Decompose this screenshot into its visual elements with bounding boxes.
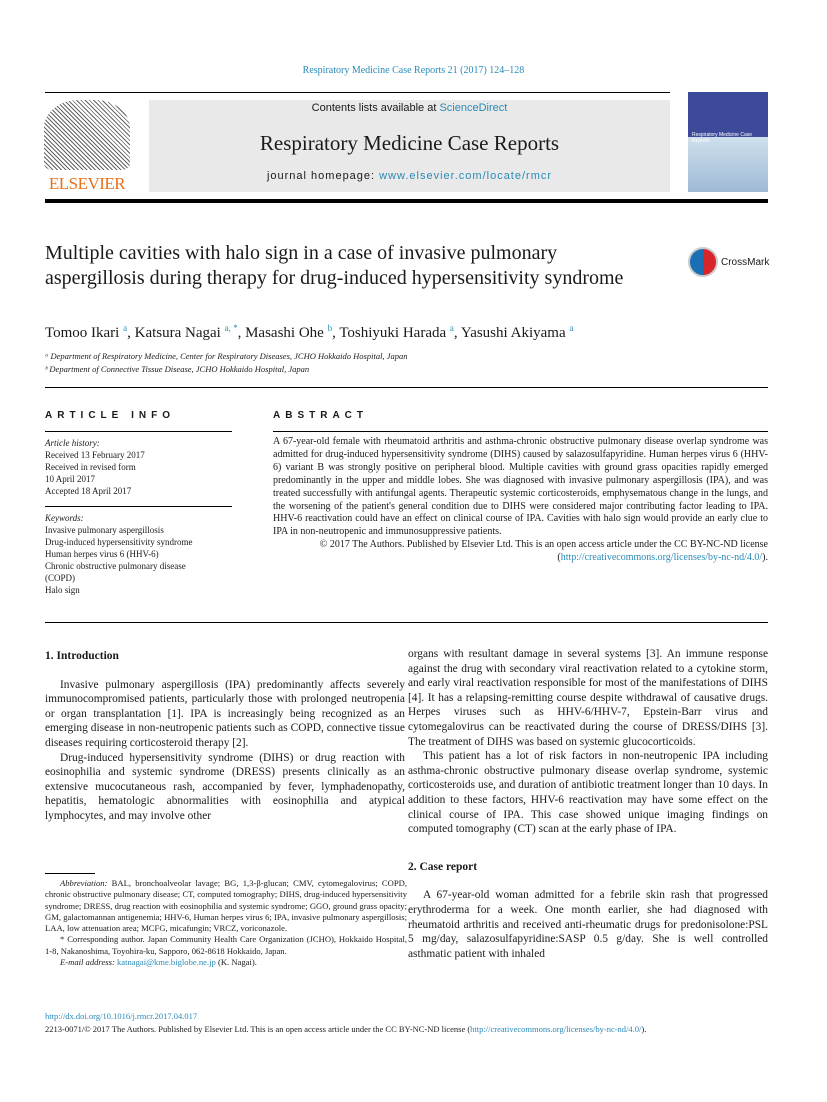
doi-url[interactable]: http://dx.doi.org/10.1016/j.rmcr.2017.04.017 <box>45 1011 198 1021</box>
tree-icon <box>44 100 130 170</box>
cover-title: Respiratory Medicine Case Reports <box>692 132 753 144</box>
copyright <box>273 539 768 565</box>
paragraph: A 67-year-old woman admitted for a febrile skin rash that progressed erythroderma for a week. One month earlier, she had diagnosed with rheumatoid arthritis and received anti-rheumatic drugs for predonisolone:PSL 5 mg/day, salazosulfapyridine:SASP 0.5 g/day. She is well controlled asthmatic patient with inhaled <box>408 889 768 960</box>
keywords <box>45 512 232 596</box>
homepage-link[interactable]: www.elsevier.com/locate/rmcr <box>379 170 553 182</box>
journal-cover-image <box>688 92 768 192</box>
section-heading: 1. Introduction <box>45 650 119 662</box>
homepage-label: journal homepage: <box>266 170 380 182</box>
author: Tomoo Ikari <box>45 325 120 341</box>
history-item: Accepted 18 April 2017 <box>45 486 132 496</box>
divider <box>45 92 670 93</box>
abstract-heading: ABSTRACT <box>273 410 368 421</box>
license-end: ). <box>641 1024 647 1034</box>
author: Masashi Ohe <box>245 325 324 341</box>
footnote-divider <box>45 873 95 874</box>
keyword: Human herpes virus 6 (HHV-6) <box>45 549 159 559</box>
abbrev-label: Abbreviation: <box>60 878 108 888</box>
affiliation-marker[interactable]: a, * <box>224 323 238 333</box>
abbrev-text: BAL, bronchoalveolar lavage; BG, 1,3-β-glucan; CMV, cytomegalovirus; COPD, chronic obstructive pulmonary disease; CT, computed tomography; DIHS, drug-induced hypersensitivity syndrome; DRESS, drug reaction with eosinophilia and systemic syndrome; GGO, ground grass opacity; GM, galactomannan antigenemia; HHV-6, Human herpes virus 6; IPA, invasive pulmonary aspergillosis; LAA, low attenuation area; MCFG, micafungin; VRCZ, voriconazole. <box>45 878 407 934</box>
email-link[interactable]: katnagai@kme.biglobe.ne.jp <box>116 957 216 968</box>
crossmark-label: CrossMark <box>721 256 770 268</box>
license-line <box>45 1024 646 1034</box>
left-column <box>45 649 405 824</box>
author: Toshiyuki Harada <box>339 325 447 341</box>
contents-line <box>149 102 670 114</box>
section-heading: 2. Case report <box>408 860 478 873</box>
history-item: Received 13 February 2017 <box>45 450 145 460</box>
author: Katsura Nagai <box>134 325 221 341</box>
crossmark-button[interactable] <box>688 247 769 277</box>
publisher-name: ELSEVIER <box>48 174 126 193</box>
keyword: Invasive pulmonary aspergillosis <box>45 525 164 535</box>
footnotes <box>45 878 407 968</box>
divider <box>45 387 768 388</box>
article-title: Multiple cavities with halo sign in a case of invasive pulmonary aspergillosis during therapy for drug-induced hypersensitivity syndrome <box>45 242 624 289</box>
corresponding-author: * Corresponding author. Japan Community Health Care Organization (JCHO), Hokkaido Hospital, 1-8, Nakanoshima, Toyohira-ku, Sapporo, 062-8618 Hokkaido, Japan. <box>45 934 407 956</box>
divider <box>45 622 768 623</box>
author: Yasushi Akiyama <box>460 325 566 341</box>
article-history <box>45 437 232 497</box>
abstract-text: A 67-year-old female with rheumatoid arthritis and asthma-chronic obstructive pulmonary disease overlap syndrome was admitted for drug-induced hypersensitivity syndrome (DIHS) caused by salazosulfapyridine. Human herpes virus 6 (HHV-6) variant B was strongly positive on peripheral blood. Multiple cavities with ground grass opacities rapidly emerged predominantly in the upper and middle lobes. She was diagnosed with invasive pulmonary aspergillosis (IPA), and was treated successfully with antifungal agents. Therapeutic systemic corticosteroids, emphysematous change in the lungs, and the worsening of the patient's general condition due to DIHS were considered major contributing factor leading to IPA. HHV-6 reactivation could have an effect on clinical course of IPA. Cavities with halo sign would provide an early clue to IPA in non-neutropenic and immunosuppressive patients. <box>273 436 768 538</box>
paragraph: Invasive pulmonary aspergillosis (IPA) predominantly affects severely immunocompromised patients, particularly those with prolonged neutropenia or organ transplantation [1]. IPA is increasingly being recognized as an emerging disease in non-neutropenic patients such as COPD, connective tissue diseases requiring corticosteroid therapy [2]. <box>45 678 405 749</box>
keyword: Halo sign <box>45 585 80 595</box>
crossmark-icon <box>688 247 718 277</box>
journal-banner <box>149 100 670 192</box>
divider <box>45 431 232 432</box>
elsevier-logo <box>44 100 130 192</box>
keyword: (COPD) <box>45 573 76 583</box>
journal-title: Respiratory Medicine Case Reports <box>259 131 560 155</box>
homepage-line <box>149 170 670 182</box>
copyright-text: © 2017 The Authors. Published by Elsevier Ltd. This is an open access article under the CC BY-NC-ND license ( <box>319 539 768 564</box>
email-label: E-mail address: <box>60 957 117 968</box>
affiliation-marker[interactable]: a <box>123 323 128 333</box>
history-item: 10 April 2017 <box>45 474 96 484</box>
paragraph: This patient has a lot of risk factors in non-neutropenic IPA including asthma-chronic obstructive pulmonary disease overlap syndrome, systemic corticosteroids use, and duration of antibiotic treatment longer than 10 days. In addition to these factors, HHV-6 reactivation may have some effect on the clinical course of IPA. This case showed unique imaging findings on computed tomography (CT) scan at the early phase of IPA. <box>408 750 768 836</box>
license-link[interactable]: http://creativecommons.org/licenses/by-nc-nd/4.0/ <box>470 1024 642 1034</box>
copyright-end: ). <box>762 552 768 564</box>
affiliation: ᵃ Department of Respiratory Medicine, Center for Respiratory Diseases, JCHO Hokkaido Hospital, Japan <box>45 351 408 361</box>
article-info-heading: ARTICLE INFO <box>45 410 175 421</box>
affiliation-marker[interactable]: a <box>449 323 454 333</box>
history-label: Article history: <box>45 438 100 448</box>
license-link[interactable]: http://creativecommons.org/licenses/by-nc-nd/4.0/ <box>560 552 763 564</box>
divider <box>45 506 232 507</box>
abstract <box>273 436 768 565</box>
history-item: Received in revised form <box>45 462 136 472</box>
affiliation-marker[interactable]: a <box>569 323 574 333</box>
keyword: Chronic obstructive pulmonary disease <box>45 561 186 571</box>
divider <box>45 199 768 203</box>
sciencedirect-link[interactable]: ScienceDirect <box>439 102 508 114</box>
running-head[interactable]: Respiratory Medicine Case Reports 21 (2017) 124–128 <box>302 65 525 76</box>
keywords-label: Keywords: <box>45 513 84 523</box>
contents-label: Contents lists available at <box>311 102 440 114</box>
license-text: 2213-0071/© 2017 The Authors. Published by Elsevier Ltd. This is an open access article under the CC BY-NC-ND license ( <box>45 1024 471 1034</box>
abbreviations <box>45 878 407 934</box>
affiliation-marker[interactable]: b <box>327 323 333 333</box>
email-end: (K. Nagai). <box>215 957 257 968</box>
paragraph: Drug-induced hypersensitivity syndrome (DIHS) or drug reaction with eosinophilia and systemic syndrome (DRESS) presents clinically as an extensive mucocutaneous rash, accompanied by fever, lymphadenopathy, hepatitis, hematologic abnormalities with eosinophilia and atypical lymphocytes, and may involve other <box>45 751 405 822</box>
email-line <box>45 957 407 968</box>
author-list: Tomoo Ikari $^a$, Katsura Nagai $^{a, *}$, Masashi Ohe $^b$, Toshiyuki Harada $^a$, Yasushi Akiyama $^a$ <box>45 323 574 341</box>
keyword: Drug-induced hypersensitivity syndrome <box>45 537 193 547</box>
right-column <box>408 647 768 961</box>
doi-link[interactable] <box>45 1011 197 1021</box>
affiliation: ᵇ Department of Connective Tissue Disease, JCHO Hokkaido Hospital, Japan <box>45 364 310 374</box>
divider <box>273 431 768 432</box>
paragraph: organs with resultant damage in several systems [3]. An immune response against the drug with secondary viral reactivation related to a cytokine storm, and early viral reactivation responsible for most of the manifestations of DIHS [4]. It has a relapsing-remitting course despite withdrawal of causative drugs. Herpes viruses such as HHV-6/HHV-7, Epstein-Barr virus and cytomegalovirus can be reactivated during the course of DRESS/DIHS [3]. The treatment of DIHS was based on systemic glucocorticoids. <box>408 648 768 748</box>
